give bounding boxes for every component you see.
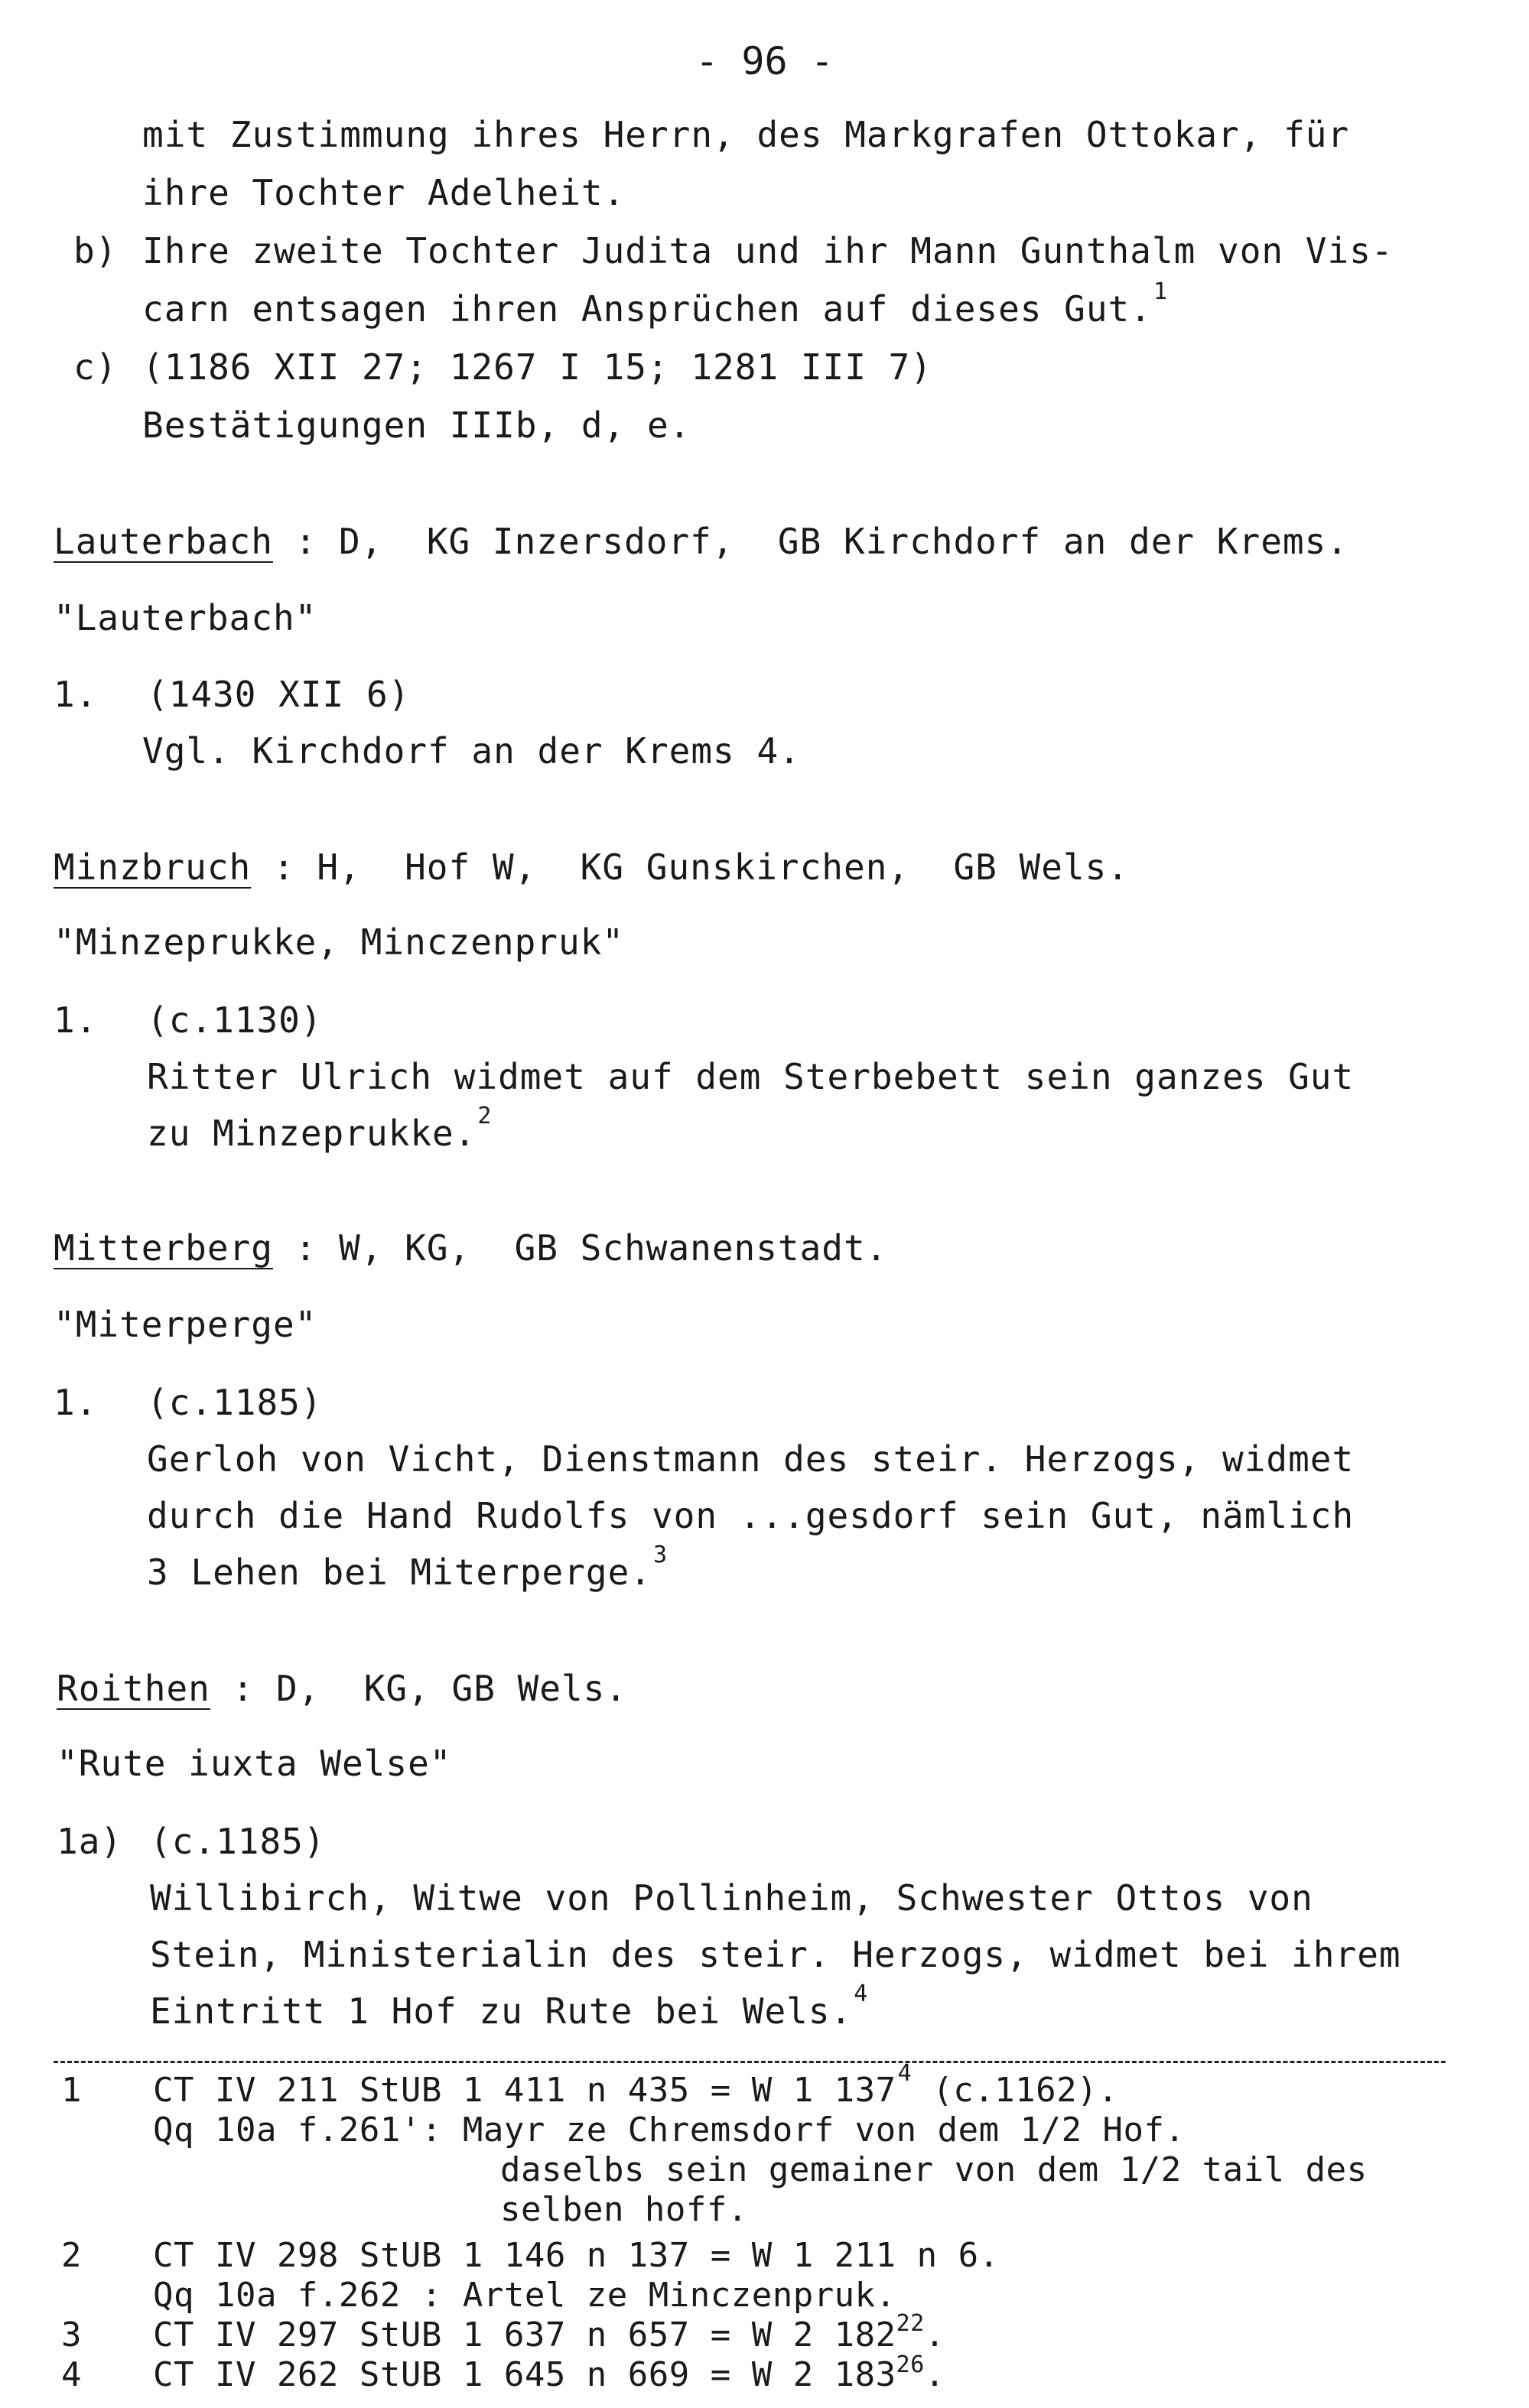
- entry-heading: [57, 1667, 627, 1710]
- text-segment: Eintritt 1 Hof zu Rute bei Wels.: [150, 1990, 853, 2032]
- item-label: c): [73, 346, 118, 388]
- text-line: ihre Tochter Adelheit.: [142, 172, 626, 213]
- entry-text: [147, 1542, 669, 1594]
- text-segment: CT IV 262 StUB 1 645 n 669 = W 2 183: [153, 2355, 896, 2394]
- entry-text: Stein, Ministerialin des steir. Herzogs, widmet bei ihrem: [150, 1934, 1401, 1975]
- footnote-number: 4: [61, 2355, 82, 2394]
- footnote-line: [153, 2310, 945, 2359]
- text-segment: CT IV 297 StUB 1 637 n 657 = W 2 182: [153, 2315, 896, 2354]
- text-line: (1186 XII 27; 1267 I 15; 1281 III 7): [142, 346, 932, 388]
- entry-form: "Lauterbach": [54, 597, 317, 639]
- entry-text: Ritter Ulrich widmet auf dem Sterbebett sein ganzes Gut: [147, 1056, 1355, 1097]
- footnote-ref: 3: [652, 1542, 669, 1568]
- footnote-line: [153, 2351, 945, 2399]
- footnote-line: selben hoff.: [500, 2190, 748, 2229]
- footnote-number: 1: [61, 2071, 82, 2110]
- entry-name: Mitterberg: [54, 1227, 273, 1269]
- footnote-line: [153, 2060, 1119, 2111]
- entry-form: "Miterperge": [54, 1304, 317, 1345]
- entry-description: : D, KG, GB Wels.: [210, 1668, 628, 1709]
- text-line: Ihre zweite Tochter Judita und ihr Mann Gunthalm von Vis-: [142, 230, 1394, 271]
- text-line: mit Zustimmung ihres Herrn, des Markgrafen Ottokar, für: [142, 114, 1350, 155]
- entry-text: Vgl. Kirchdorf an der Krems 4.: [142, 730, 801, 772]
- text-segment: .: [924, 2355, 945, 2394]
- footnote-superscript: 4: [897, 2060, 913, 2087]
- footnote-line: Qq 10a f.262 : Artel ze Minczenpruk.: [153, 2276, 896, 2315]
- entry-text: Gerloh von Vicht, Dienstmann des steir. Herzogs, widmet: [147, 1438, 1355, 1480]
- entry-heading: [54, 1227, 887, 1269]
- footnote-ref: 4: [854, 1981, 869, 2007]
- entry-text: durch die Hand Rudolfs von ...gesdorf sein Gut, nämlich: [147, 1495, 1355, 1536]
- entry-text: [150, 1981, 869, 2033]
- entry-date: (c.1130): [147, 999, 323, 1041]
- footnote-ref: 2: [477, 1103, 493, 1129]
- entry-date: (c.1185): [147, 1382, 323, 1423]
- entry-form: "Rute iuxta Welse": [57, 1743, 452, 1784]
- footnote-subscript: 26: [896, 2351, 925, 2378]
- footnote-ref: 1: [1153, 278, 1169, 305]
- footnote-line: Qq 10a f.261': Mayr ze Chremsdorf von dem 1/2 Hof.: [153, 2111, 1186, 2150]
- entry-heading: [54, 846, 1129, 889]
- entry-number: 1.: [54, 1382, 98, 1423]
- footnote-line: daselbs sein gemainer von dem 1/2 tail des: [500, 2150, 1368, 2189]
- entry-name: Minzbruch: [54, 847, 252, 888]
- text-line: [142, 278, 1169, 330]
- text-segment: 3 Lehen bei Miterperge.: [147, 1552, 652, 1593]
- entry-heading: [54, 520, 1348, 563]
- footnote-number: 3: [61, 2315, 82, 2354]
- entry-description: : W, KG, GB Schwanenstadt.: [272, 1227, 888, 1269]
- entry-text: Willibirch, Witwe von Pollinheim, Schwester Ottos von: [150, 1877, 1313, 1919]
- footnote-number: 2: [61, 2236, 82, 2275]
- entry-form: "Minzeprukke, Minczenpruk": [54, 921, 625, 963]
- entry-number: 1.: [54, 674, 98, 715]
- text-segment: zu Minzeprukke.: [147, 1113, 477, 1154]
- entry-description: : H, Hof W, KG Gunskirchen, GB Wels.: [251, 847, 1130, 888]
- text-segment: .: [924, 2315, 945, 2354]
- entry-text: [147, 1103, 493, 1155]
- text-segment: (c.1162).: [912, 2071, 1119, 2110]
- item-label: b): [73, 230, 118, 271]
- text-segment: carn entsagen ihren Ansprüchen auf dieses Gut.: [142, 288, 1152, 330]
- entry-description: : D, KG Inzersdorf, GB Kirchdorf an der Krems.: [272, 521, 1348, 562]
- footnote-separator: [54, 2061, 1446, 2063]
- page-number: - 96 -: [695, 39, 834, 83]
- entry-number: 1.: [54, 999, 98, 1041]
- footnote-line: CT IV 298 StUB 1 146 n 137 = W 1 211 n 6.: [153, 2236, 1000, 2275]
- entry-date: (c.1185): [150, 1821, 326, 1862]
- entry-name: Roithen: [57, 1668, 210, 1709]
- entry-number: 1a): [57, 1821, 123, 1862]
- entry-date: (1430 XII 6): [147, 674, 411, 715]
- text-segment: CT IV 211 StUB 1 411 n 435 = W 1 137: [153, 2071, 896, 2110]
- entry-name: Lauterbach: [54, 521, 273, 562]
- footnote-subscript: 22: [896, 2310, 925, 2337]
- text-line: Bestätigungen IIIb, d, e.: [142, 405, 691, 446]
